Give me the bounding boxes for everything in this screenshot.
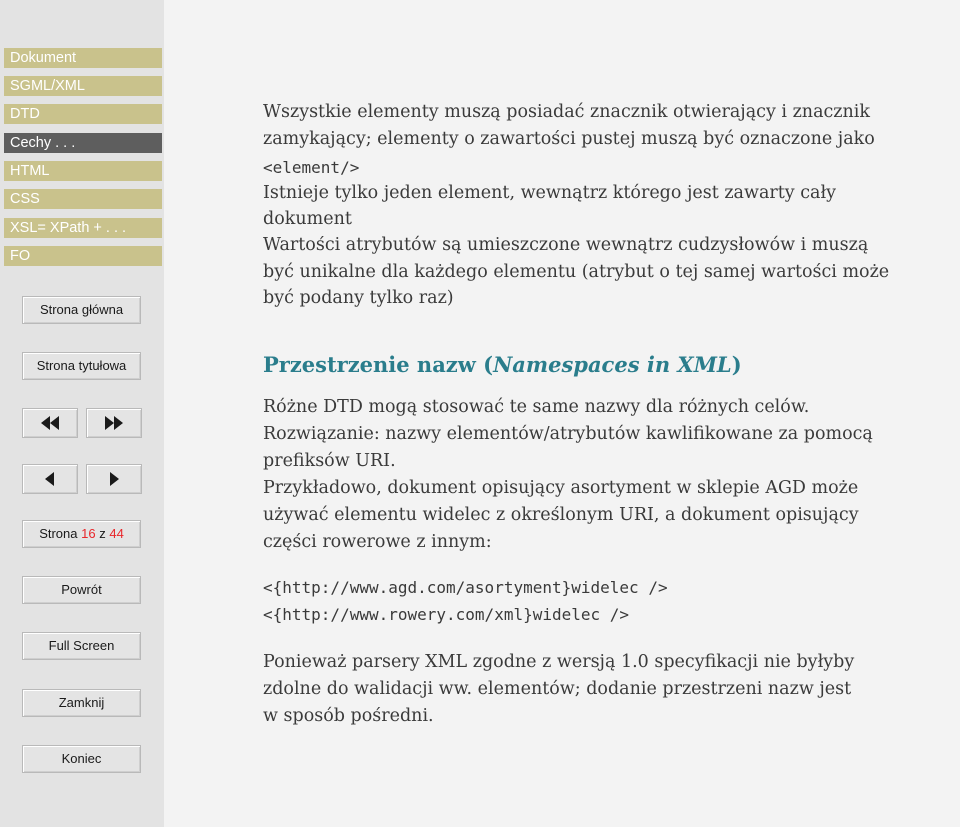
paragraph-line: Przykładowo, dokument opisujący asortyment w sklepie AGD może <box>263 478 859 498</box>
nav-item-sgml-xml[interactable]: SGML/XML <box>4 76 162 96</box>
nav-item-html[interactable]: HTML <box>4 161 162 181</box>
nav-item-dtd[interactable]: DTD <box>4 104 162 124</box>
nav-item-dokument[interactable]: Dokument <box>4 48 162 68</box>
close-button[interactable]: Zamknij <box>22 689 141 717</box>
double-left-arrow-icon <box>39 416 61 430</box>
intro-line: Wartości atrybutów są umieszczone wewnątrz cudzysłowów i muszą <box>263 235 869 255</box>
intro-line: być unikalne dla każdego elementu (atrybut o tej samej wartości może <box>263 262 890 282</box>
intro-line: Wszystkie elementy muszą posiadać znacznik otwierający i znacznik <box>263 102 870 122</box>
paragraph-line: części rowerowe z innym: <box>263 532 492 552</box>
section-heading <box>263 352 742 377</box>
paragraph-line: w sposób pośredni. <box>263 706 434 726</box>
slide-content <box>263 0 960 827</box>
intro-line: dokument <box>263 209 352 229</box>
code-line: <{http://www.rowery.com/xml}widelec /> <box>263 605 630 624</box>
first-page-button[interactable] <box>22 408 78 438</box>
paragraph-line: prefiksów URI. <box>263 451 396 471</box>
quit-button[interactable]: Koniec <box>22 745 141 773</box>
last-page-button[interactable] <box>86 408 142 438</box>
page-current: 16 <box>81 526 96 541</box>
right-arrow-icon <box>108 472 120 486</box>
paragraph-line: Rozwiązanie: nazwy elementów/atrybutów kawlifikowane za pomocą <box>263 424 873 444</box>
page-label: Strona <box>39 526 78 541</box>
double-right-arrow-icon <box>103 416 125 430</box>
page-of-label: z <box>99 526 106 541</box>
paragraph-line: Ponieważ parsery XML zgodne z wersją 1.0 specyfikacji nie byłyby <box>263 652 855 672</box>
heading-suffix: ) <box>731 352 742 377</box>
full-screen-button[interactable]: Full Screen <box>22 632 141 660</box>
nav-item-xsl[interactable]: XSL= XPath + . . . <box>4 218 162 238</box>
title-page-button[interactable]: Strona tytułowa <box>22 352 141 380</box>
page-indicator <box>22 520 141 548</box>
code-line: <{http://www.agd.com/asortyment}widelec /> <box>263 578 668 597</box>
heading-prefix: Przestrzenie nazw ( <box>263 352 494 377</box>
intro-line: zamykający; elementy o zawartości pustej muszą być oznaczone jako <box>263 129 875 149</box>
nav-item-css[interactable]: CSS <box>4 189 162 209</box>
next-page-button[interactable] <box>86 464 142 494</box>
left-arrow-icon <box>44 472 56 486</box>
intro-line: być podany tylko raz) <box>263 288 454 308</box>
home-button[interactable]: Strona główna <box>22 296 141 324</box>
sidebar-navigation <box>0 0 164 827</box>
nav-item-fo[interactable]: FO <box>4 246 162 266</box>
back-button[interactable]: Powrót <box>22 576 141 604</box>
intro-line-code: <element/> <box>263 158 360 177</box>
paragraph-line: używać elementu widelec z określonym URI, a dokument opisujący <box>263 505 859 525</box>
previous-page-button[interactable] <box>22 464 78 494</box>
nav-item-cechy[interactable]: Cechy . . . <box>4 133 162 153</box>
paragraph-line: zdolne do walidacji ww. elementów; dodanie przestrzeni nazw jest <box>263 679 852 699</box>
heading-italic: Namespaces in XML <box>493 352 732 377</box>
paragraph-line: Różne DTD mogą stosować te same nazwy dla różnych celów. <box>263 397 810 417</box>
page-total: 44 <box>109 526 124 541</box>
intro-line: Istnieje tylko jeden element, wewnątrz którego jest zawarty cały <box>263 183 837 203</box>
